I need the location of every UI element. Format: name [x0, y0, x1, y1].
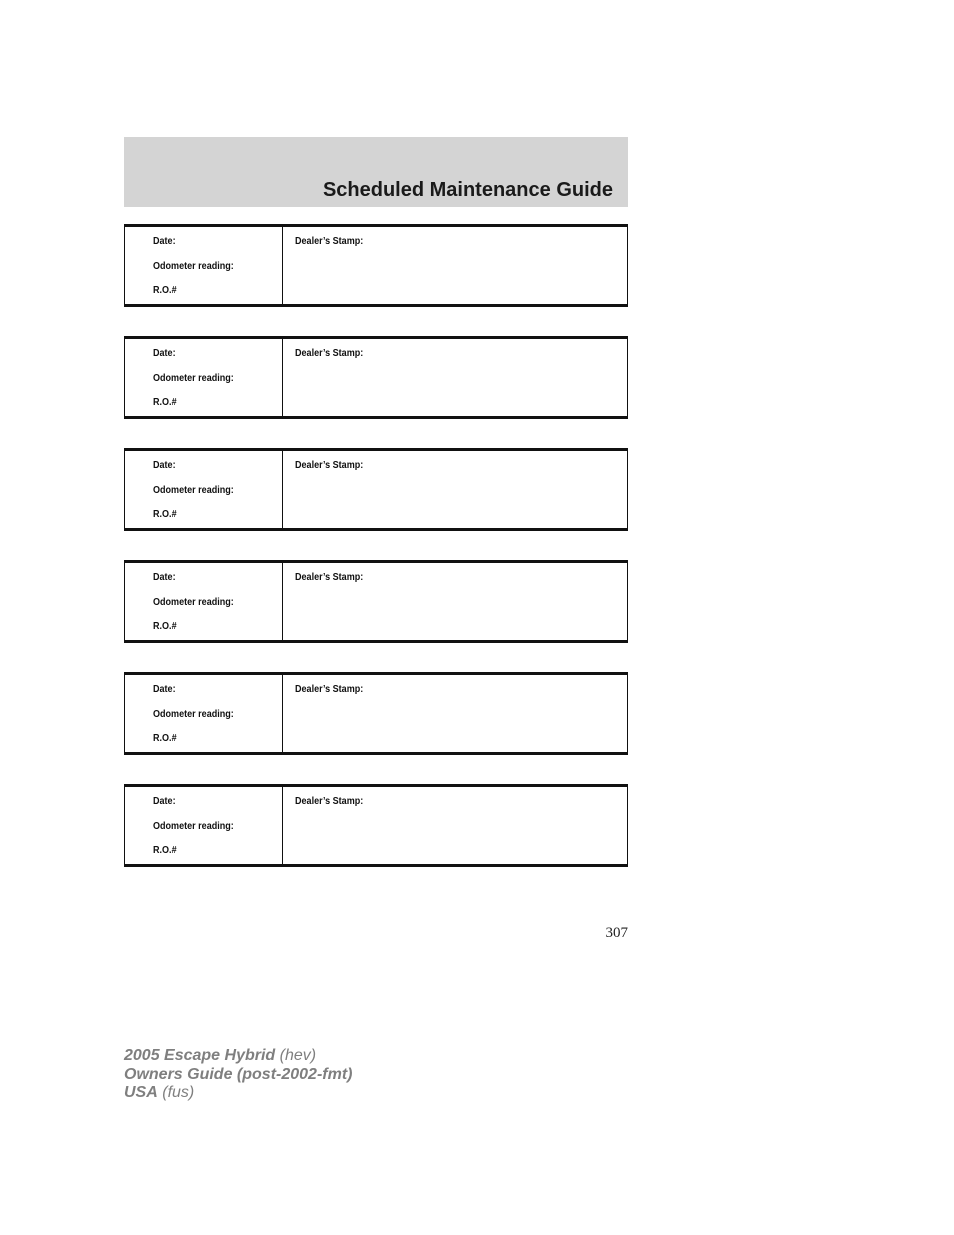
ro-label: R.O.# [153, 844, 177, 856]
odometer-label: Odometer reading: [153, 708, 234, 720]
footer-model: 2005 Escape Hybrid [124, 1047, 276, 1064]
ro-label: R.O.# [153, 284, 177, 296]
record-details [125, 339, 283, 416]
maintenance-record [124, 224, 628, 307]
odometer-label: Odometer reading: [153, 596, 234, 608]
ro-label: R.O.# [153, 620, 177, 632]
dealer-stamp-label: Dealer’s Stamp: [295, 795, 364, 807]
odometer-label: Odometer reading: [153, 484, 234, 496]
footer-market: USA [124, 1084, 158, 1101]
document-footer [124, 1047, 352, 1103]
dealer-stamp-label: Dealer’s Stamp: [295, 459, 364, 471]
ro-label: R.O.# [153, 508, 177, 520]
ro-label: R.O.# [153, 732, 177, 744]
dealer-stamp-label: Dealer’s Stamp: [295, 571, 364, 583]
record-details [125, 227, 283, 304]
footer-line-model [124, 1047, 352, 1066]
maintenance-record [124, 448, 628, 531]
record-details [125, 787, 283, 864]
section-title: Scheduled Maintenance Guide [322, 179, 613, 201]
footer-market-code: (fus) [162, 1084, 195, 1101]
dealer-stamp-label: Dealer’s Stamp: [295, 683, 364, 695]
footer-line-market [124, 1084, 352, 1103]
date-label: Date: [153, 235, 176, 247]
page-number: 307 [605, 925, 628, 941]
odometer-label: Odometer reading: [153, 260, 234, 272]
maintenance-record [124, 784, 628, 867]
date-label: Date: [153, 795, 176, 807]
footer-model-code: (hev) [279, 1047, 317, 1064]
odometer-label: Odometer reading: [153, 372, 234, 384]
footer-line-guide [124, 1066, 352, 1085]
maintenance-record [124, 336, 628, 419]
dealer-stamp-label: Dealer’s Stamp: [295, 347, 364, 359]
record-details [125, 563, 283, 640]
record-details [125, 451, 283, 528]
maintenance-records [124, 224, 628, 896]
footer-guide: Owners Guide (post-2002-fmt) [124, 1065, 353, 1083]
ro-label: R.O.# [153, 396, 177, 408]
dealer-stamp-label: Dealer’s Stamp: [295, 235, 364, 247]
date-label: Date: [153, 571, 176, 583]
section-header-band [124, 137, 628, 207]
record-details [125, 675, 283, 752]
maintenance-record [124, 672, 628, 755]
odometer-label: Odometer reading: [153, 820, 234, 832]
date-label: Date: [153, 459, 176, 471]
date-label: Date: [153, 347, 176, 359]
date-label: Date: [153, 683, 176, 695]
maintenance-record [124, 560, 628, 643]
